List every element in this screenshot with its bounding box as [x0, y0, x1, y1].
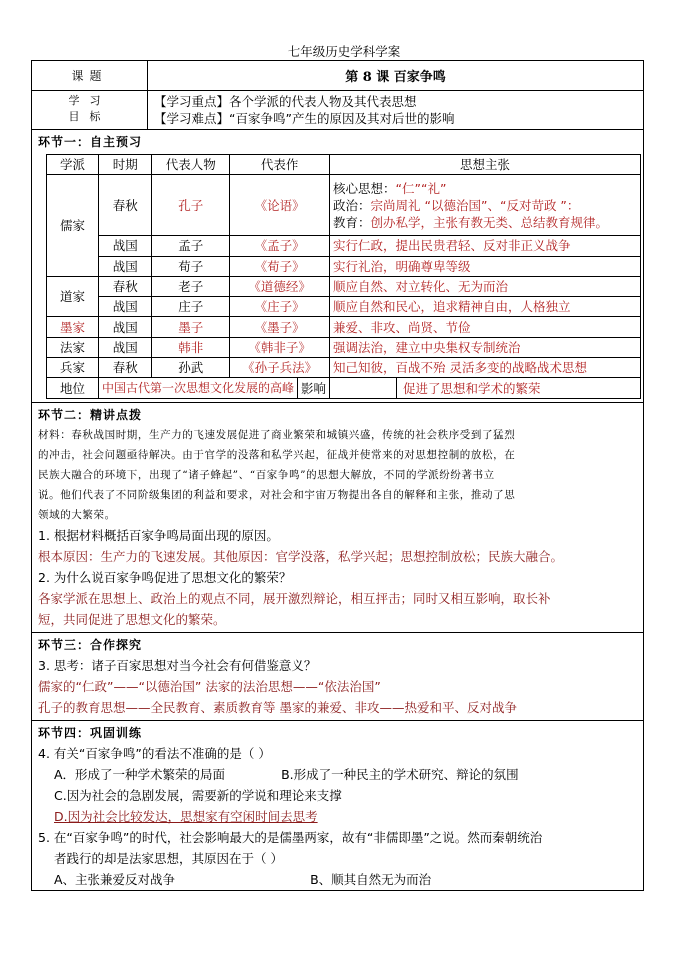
col-work: 代表作 [230, 155, 330, 175]
section-3-cell [32, 632, 644, 720]
table-row [47, 358, 641, 378]
politics-label: 政治： [333, 197, 371, 213]
option-5b: B、顺其自然无为而治 [310, 871, 432, 887]
work-cell: 《墨子》 [230, 317, 330, 337]
person-cell: 老子 [152, 276, 230, 296]
col-person: 代表人物 [152, 155, 230, 175]
core-value: “仁”“礼” [395, 180, 447, 196]
question-4-options-ab [32, 764, 643, 785]
option-b: B.形成了一种民主的学术研究、辩论的氛围 [281, 766, 519, 782]
material-line: 的冲击，社会问题亟待解决。由于官学的没落和私学兴起，征战并使常来的对思想控制的放松，在 [38, 448, 516, 461]
period-cell: 春秋 [99, 358, 152, 378]
status-subtable [99, 378, 329, 397]
material-line: 材料：春秋战国时期，生产力的飞速发展促进了商业繁荣和城镇兴盛，传统的社会秩序受到了猛烈 [38, 428, 516, 441]
difficult-point: 【学习难点】“百家争鸣”产生的原因及其对后世的影响 [154, 111, 455, 126]
section-3 [32, 632, 644, 720]
person-cell: 墨子 [152, 317, 230, 337]
table-row [47, 337, 641, 357]
person-cell: 孔子 [152, 175, 230, 236]
section-2-cell [32, 402, 644, 632]
status-merged-cell [99, 378, 330, 398]
period-cell: 春秋 [99, 175, 152, 236]
question-1: 1. 根据材料概括百家争鸣局面出现的原因。 [38, 527, 279, 543]
question-2: 2. 为什么说百家争鸣促进了思想文化的繁荣？ [38, 569, 292, 585]
option-a: A．形成了一种学术繁荣的局面 [54, 766, 226, 782]
education-line [333, 214, 637, 231]
idea-cell: 实行仁政，提出民贵君轻、反对非正义战争 [330, 236, 641, 256]
period-cell: 战国 [99, 317, 152, 337]
school-ru: 儒家 [47, 175, 99, 277]
period-cell: 战国 [99, 236, 152, 256]
core-label: 核心思想： [333, 180, 396, 196]
question-4: 4. 有关“百家争鸣”的看法不准确的是（ ） [38, 745, 271, 761]
section-4-title: 环节四：巩固训练 [38, 725, 143, 740]
goals-label [32, 91, 148, 130]
core-line [333, 180, 637, 197]
question-5-line-2: 者践行的却是法家思想，其原因在于（ ） [54, 850, 283, 866]
politics-value: 宗尚周礼 “以德治国”、“反对苛政 ”： [370, 197, 580, 213]
person-cell: 韩非 [152, 337, 230, 357]
question-5-options [32, 869, 643, 890]
option-d: D.因为社会比较发达，思想家有空闲时间去思考 [54, 808, 318, 824]
section-2 [32, 402, 644, 632]
goals-label-2: 目标 [68, 110, 111, 123]
section-1-cell [32, 130, 644, 403]
option-c: C.因为社会的急剧发展，需要新的学说和理论来支撑 [54, 787, 342, 803]
answer-1: 根本原因：生产力的飞速发展。其他原因：官学没落，私学兴起；思想控制放松；民族大融合。 [38, 548, 564, 564]
influence-value: 促进了思想和学术的繁荣 [403, 380, 541, 396]
work-cell: 《庄子》 [230, 297, 330, 317]
idea-cell: 实行礼治，明确尊卑等级 [330, 256, 641, 276]
table-row [47, 276, 641, 296]
period-cell: 春秋 [99, 276, 152, 296]
idea-cell: 顺应自然、对立转化、无为而治 [330, 276, 641, 296]
question-5-line-1: 5. 在“百家争鸣”的时代，社会影响最大的是儒墨两家，故有“非儒即墨”之说。然而秦朝统治 [38, 829, 543, 845]
politics-line [333, 197, 637, 214]
idea-cell: 兼爱、非攻、尚贤、节俭 [330, 317, 641, 337]
status-value: 中国古代第一次思想文化发展的高峰 [99, 378, 298, 397]
lesson-header-row [32, 61, 644, 91]
schools-table-header [47, 155, 641, 175]
table-row [47, 317, 641, 337]
influence-subtable [330, 378, 640, 397]
table-row [47, 236, 641, 256]
section-2-title: 环节二：精讲点拨 [38, 407, 143, 422]
table-row [47, 297, 641, 317]
idea-cell: 强调法治，建立中央集权专制统治 [330, 337, 641, 357]
option-d-line [32, 806, 643, 827]
education-label: 教育： [333, 214, 371, 230]
page-title: 七年级历史学科学案 [287, 44, 401, 59]
idea-cell: 顺应自然和民心，追求精神自由，人格独立 [330, 297, 641, 317]
influence-label: 影响 [301, 380, 327, 396]
material-line: 民族大融合的环境下，出现了“诸子蜂起”、“百家争鸣”的思想大解放，不同的学派纷纷著书立 [38, 468, 495, 481]
table-row [47, 175, 641, 236]
lesson-title: 第 8 课 百家争鸣 [148, 61, 644, 91]
answer-3-line-1: 儒家的“仁政”——“以德治国” 法家的法治思想——“依法治国” [38, 678, 381, 694]
question-3: 3. 思考：诸子百家思想对当今社会有何借鉴意义？ [38, 657, 317, 673]
answer-2-line-1: 各家学派在思想上、政治上的观点不同，展开激烈辩论，相互抨击；同时又相互影响，取长补 [38, 590, 551, 606]
table-row [47, 256, 641, 276]
work-cell: 《论语》 [230, 175, 330, 236]
section-1 [32, 130, 644, 403]
confucius-idea-cell [330, 175, 641, 236]
section-4 [32, 720, 644, 890]
period-cell: 战国 [99, 297, 152, 317]
period-cell: 战国 [99, 256, 152, 276]
material-text [32, 425, 643, 525]
influence-merged-cell [330, 378, 641, 398]
idea-cell: 知己知彼，百战不殆 灵活多变的战略战术思想 [330, 358, 641, 378]
option-5a: A、主张兼爱反对战争 [54, 871, 176, 887]
education-value: 创办私学，主张有教无类、总结教育规律。 [370, 214, 609, 230]
influence-spacer [330, 378, 397, 397]
work-cell: 《孟子》 [230, 236, 330, 256]
school-bing: 兵家 [47, 358, 99, 378]
goals-row [32, 91, 644, 130]
person-cell: 荀子 [152, 256, 230, 276]
work-cell: 《荀子》 [230, 256, 330, 276]
section-3-title: 环节三：合作探究 [38, 637, 143, 652]
school-mo: 墨家 [47, 317, 99, 337]
work-cell: 《道德经》 [230, 276, 330, 296]
work-cell: 《韩非子》 [230, 337, 330, 357]
status-row [47, 378, 641, 398]
col-period: 时期 [99, 155, 152, 175]
section-1-title: 环节一：自主预习 [38, 135, 143, 149]
school-dao: 道家 [47, 276, 99, 317]
person-cell: 孟子 [152, 236, 230, 256]
col-idea: 思想主张 [330, 155, 641, 175]
person-cell: 庄子 [152, 297, 230, 317]
status-label: 地位 [47, 378, 99, 398]
answer-3-line-2: 孔子的教育思想——全民教育、素质教育等 墨家的兼爱、非攻——热爱和平、反对战争 [38, 699, 517, 715]
goals-label-1: 学习 [68, 94, 111, 107]
schools-table [46, 154, 641, 399]
section-4-cell [32, 720, 644, 890]
material-line: 说。他们代表了不同阶级集团的利益和要求，对社会和宇宙万物提出各自的解释和主张，推动了思 [38, 488, 516, 501]
col-school: 学派 [47, 155, 99, 175]
person-cell: 孙武 [152, 358, 230, 378]
key-point: 【学习重点】各个学派的代表人物及其代表思想 [154, 94, 417, 109]
worksheet-table [31, 60, 644, 891]
goals-content [148, 91, 644, 130]
material-line: 领域的大繁荣。 [38, 508, 116, 521]
lesson-label: 课题 [32, 61, 148, 91]
answer-2-line-2: 短，共同促进了思想文化的繁荣。 [38, 611, 226, 627]
period-cell: 战国 [99, 337, 152, 357]
school-fa: 法家 [47, 337, 99, 357]
work-cell: 《孙子兵法》 [230, 358, 330, 378]
